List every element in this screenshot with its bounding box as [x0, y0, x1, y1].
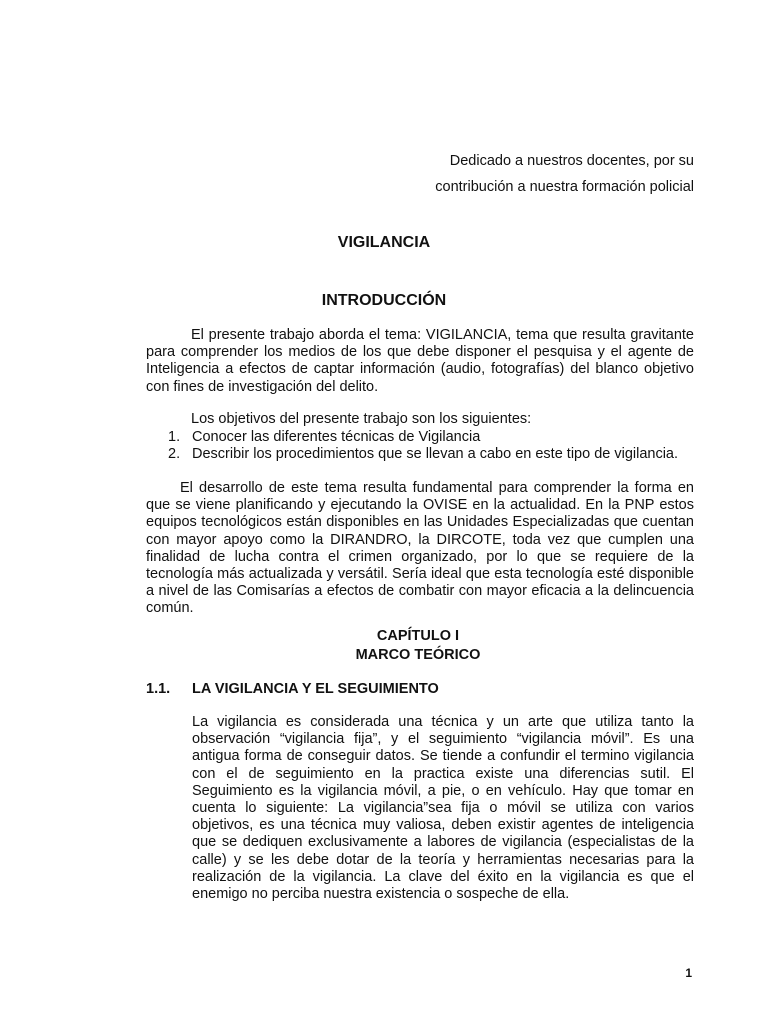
list-item: [146, 446, 694, 463]
section-number: 1.1.: [146, 681, 171, 697]
introduction-paragraph-2: El desarrollo de este tema resulta fundamental para comprender la forma en que se viene planificando y ejecutando la OVISE en la actualidad. En la PNP estos equipos tecnológicos están disponibles en las Unidades Especializadas que cuentan con mayor apoyo como la DIRANDRO, la DIRCOTE, toda vez que cumplen una finalidad de lucha contra el crimen organizado, por lo que se requiere de la tecnología más actualizada y versátil. Sería ideal que esta tecnología esté disponible a nivel de las Comisarías a efectos de combatir con mayor eficacia a la delincuencia común.: [146, 480, 694, 617]
objectives-list: [146, 429, 694, 463]
list-item: [146, 429, 694, 446]
document-title: VIGILANCIA: [337, 234, 431, 251]
section-title: LA VIGILANCIA Y EL SEGUIMIENTO: [192, 681, 439, 697]
dedication-line-1: Dedicado a nuestros docentes, por su: [449, 153, 694, 169]
dedication-line-2: contribución a nuestra formación policial: [435, 179, 694, 195]
list-item-text: Describir los procedimientos que se llevan a cabo en este tipo de vigilancia.: [192, 446, 679, 463]
chapter-title: MARCO TEÓRICO: [355, 647, 481, 663]
page-number: 1: [685, 966, 692, 980]
list-item-text: Conocer las diferentes técnicas de Vigilancia: [192, 429, 481, 445]
objectives-intro: Los objetivos del presente trabajo son los siguientes:: [191, 411, 532, 427]
introduction-paragraph-1: El presente trabajo aborda el tema: VIGILANCIA, tema que resulta gravitante para comprender los medios de los que debe disponer el pesquisa y el agente de Inteligencia a efectos de captar información (audio, fotografías) del blanco objetivo con fines de investigación del delito.: [146, 327, 694, 395]
list-item-number: 2.: [168, 446, 181, 463]
introduction-heading: INTRODUCCIÓN: [321, 292, 447, 309]
section-heading: [146, 681, 439, 697]
list-item-number: 1.: [168, 429, 181, 445]
chapter-label: CAPÍTULO I: [376, 628, 460, 644]
section-paragraph: La vigilancia es considerada una técnica y un arte que utiliza tanto la observación “vigilancia fija”, y el seguimiento “vigilancia móvil”. Es una antigua forma de conseguir datos. Se tiende a confundir el termino vigilancia con el de seguimiento en la practica existe una diferencias sutil. El Seguimiento es la vigilancia móvil, a pie, o en vehículo. Hay que tomar en cuenta lo siguiente: La vigilancia”sea fija o móvil se utiliza con varios objetivos, es una técnica muy valiosa, deben existir agentes de inteligencia que se dediquen exclusivamente a labores de vigilancia (especialistas de la calle) y se les debe dotar de la teoría y herramientas necesarias para la realización de la vigilancia. La clave del éxito en la vigilancia es que el enemigo no perciba nuestra existencia o sospeche de ella.: [192, 714, 694, 903]
